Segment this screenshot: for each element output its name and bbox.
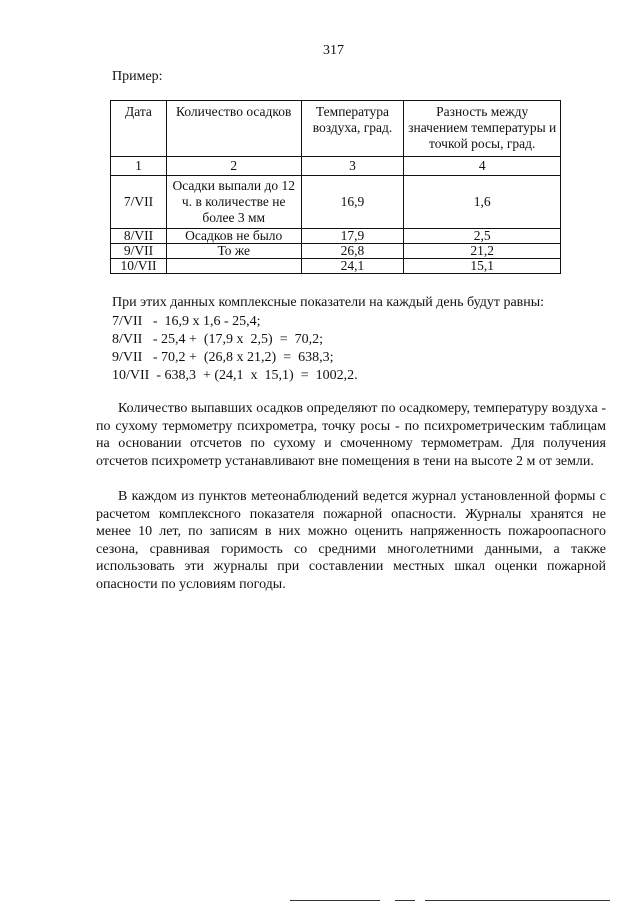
page-number: 317 (323, 43, 344, 58)
cell-difference: 21,2 (404, 244, 561, 259)
column-number: 1 (111, 157, 167, 176)
calculation-line: 9/VII - 70,2 + (26,8 х 21,2) = 638,3; (112, 350, 334, 365)
column-number-row (111, 157, 561, 176)
calculation-intro: При этих данных комплексные показатели на каждый день будут равны: (112, 295, 545, 310)
header-air-temperature: Температура воздуха, град. (301, 101, 404, 157)
column-number: 2 (166, 157, 301, 176)
table-header-row (111, 101, 561, 157)
cell-difference: 2,5 (404, 229, 561, 244)
cell-temperature: 17,9 (301, 229, 404, 244)
example-label: Пример: (112, 69, 163, 84)
calculation-line: 7/VII - 16,9 х 1,6 - 25,4; (112, 314, 261, 329)
cell-precipitation: Осадки выпали до 12 ч. в количестве не более 3 мм (166, 176, 301, 229)
paragraph-journal: В каждом из пунктов метеонаблюдений ведется журнал установленной формы с расчетом комплексного показателя пожарной опасности. Журналы хранятся не менее 10 лет, по записям в них можно оценить напряженность пожароопасного сезона, сравнивая горимость со средними многолетними данными, а также использовать эти журналы при составлении местных шкал оценки пожарной опасности по условиям погоды. (96, 489, 606, 592)
header-precipitation: Количество осадков (166, 101, 301, 157)
calculation-line: 10/VII - 638,3 + (24,1 х 15,1) = 1002,2. (112, 368, 358, 383)
footer-rule (290, 900, 380, 901)
cell-difference: 15,1 (404, 259, 561, 274)
cell-temperature: 26,8 (301, 244, 404, 259)
table-row (111, 244, 561, 259)
paragraph-measurement: Количество выпавших осадков определяют по осадкомеру, температуру воздуха - по сухому термометру психрометра, точку росы - по психрометрическим таблицам на основании отсчетов по сухому и смоченному термометрам. Для получения отсчетов психрометр устанавливают вне помещения в тени на высоте 2 м от земли. (96, 401, 606, 469)
table-row (111, 259, 561, 274)
table-row (111, 176, 561, 229)
weather-data-table (110, 100, 561, 274)
cell-date: 10/VII (111, 259, 167, 274)
column-number: 3 (301, 157, 404, 176)
header-dew-point-difference: Разность между значением температуры и точкой росы, град. (404, 101, 561, 157)
cell-difference: 1,6 (404, 176, 561, 229)
cell-precipitation (166, 259, 301, 274)
cell-precipitation: Осадков не было (166, 229, 301, 244)
column-number: 4 (404, 157, 561, 176)
cell-temperature: 16,9 (301, 176, 404, 229)
cell-date: 7/VII (111, 176, 167, 229)
calculation-line: 8/VII - 25,4 + (17,9 х 2,5) = 70,2; (112, 332, 323, 347)
cell-temperature: 24,1 (301, 259, 404, 274)
cell-precipitation: То же (166, 244, 301, 259)
footer-rule (425, 900, 610, 901)
table-row (111, 229, 561, 244)
header-date: Дата (111, 101, 167, 157)
footer-rule (395, 900, 415, 901)
cell-date: 8/VII (111, 229, 167, 244)
cell-date: 9/VII (111, 244, 167, 259)
